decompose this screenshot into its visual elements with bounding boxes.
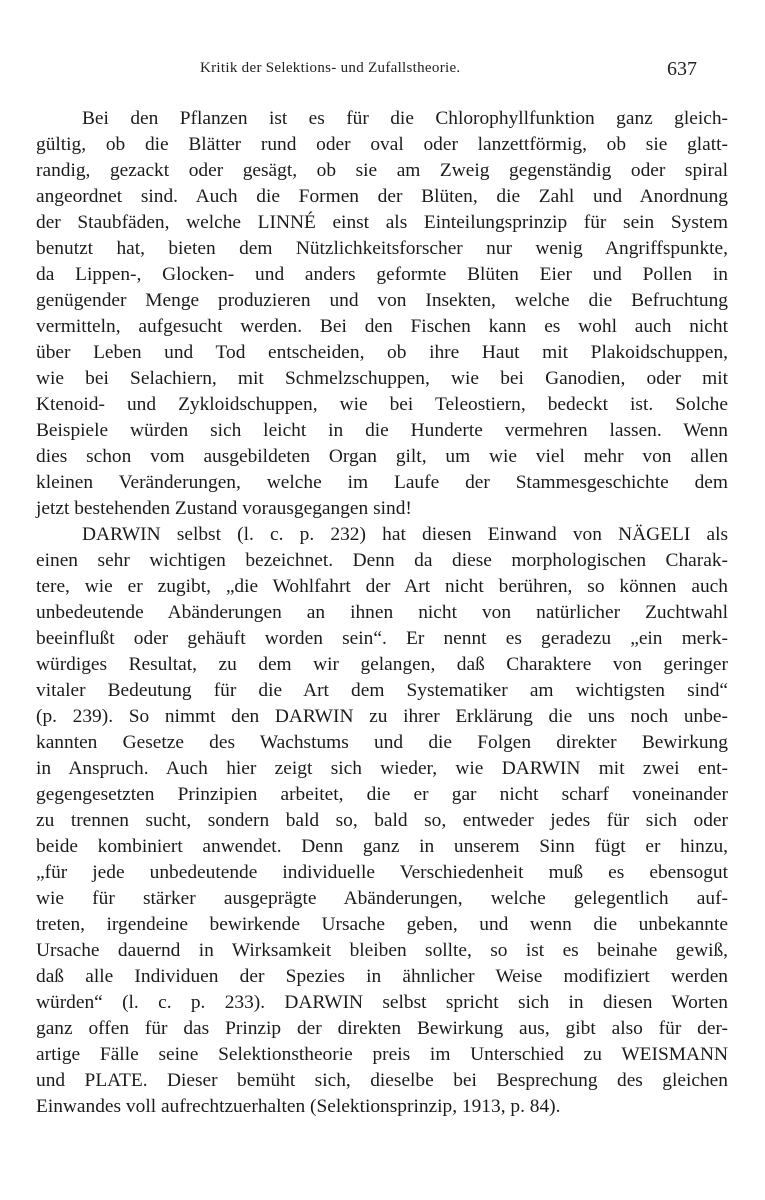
page-number: 637 [667, 58, 697, 80]
text-line: wie für stärker ausgeprägte Abänderungen, welche gelegentlich auf- [36, 888, 728, 909]
text-line: beeinflußt oder gehäuft worden sein“. Er nennt es geradezu „ein merk- [36, 628, 728, 649]
text-line: angeordnet sind. Auch die Formen der Blüten, die Zahl und Anordnung [36, 186, 728, 207]
text-line: vermitteln, aufgesucht werden. Bei den Fischen kann es wohl auch nicht [36, 316, 728, 337]
text-line: (p. 239). So nimmt den DARWIN zu ihrer Erklärung die uns noch unbe- [36, 706, 728, 727]
text-line: in Anspruch. Auch hier zeigt sich wieder, wie DARWIN mit zwei ent- [36, 758, 728, 779]
text-line: würden“ (l. c. p. 233). DARWIN selbst spricht sich in diesen Worten [36, 992, 728, 1013]
text-line: genügender Menge produzieren und von Insekten, welche die Befruchtung [36, 290, 728, 311]
text-line: Ktenoid- und Zykloidschuppen, wie bei Teleostiern, bedeckt ist. Solche [36, 394, 728, 415]
text-line: und PLATE. Dieser bemüht sich, dieselbe bei Besprechung des gleichen [36, 1070, 728, 1091]
text-line: gültig, ob die Blätter rund oder oval oder lanzettförmig, ob sie glatt- [36, 134, 728, 155]
text-line: tere, wie er zugibt, „die Wohlfahrt der Art nicht berühren, so können auch [36, 576, 728, 597]
text-line: unbedeutende Abänderungen an ihnen nicht von natürlicher Zuchtwahl [36, 602, 728, 623]
text-line: ganz offen für das Prinzip der direkten Bewirkung aus, gibt also für der- [36, 1018, 728, 1039]
text-line: kannten Gesetze des Wachstums und die Folgen direkter Bewirkung [36, 732, 728, 753]
text-line: da Lippen-, Glocken- und anders geformte Blüten Eier und Pollen in [36, 264, 728, 285]
text-line: gegengesetzten Prinzipien arbeitet, die er gar nicht scharf voneinander [36, 784, 728, 805]
text-line: Einwandes voll aufrechtzuerhalten (Selektionsprinzip, 1913, p. 84). [36, 1096, 561, 1117]
text-line: artige Fälle seine Selektionstheorie preis im Unterschied zu WEISMANN [36, 1044, 728, 1065]
text-line: randig, gezackt oder gesägt, ob sie am Zweig gegenständig oder spiral [36, 160, 728, 181]
text-line: treten, irgendeine bewirkende Ursache geben, und wenn die unbekannte [36, 914, 728, 935]
text-line: Beispiele würden sich leicht in die Hunderte vermehren lassen. Wenn [36, 420, 728, 441]
text-line: würdiges Resultat, zu dem wir gelangen, daß Charaktere von geringer [36, 654, 728, 675]
text-line: beide kombiniert anwendet. Denn ganz in unserem Sinn fügt er hinzu, [36, 836, 728, 857]
text-line: zu trennen sucht, sondern bald so, bald so, entweder jedes für sich oder [36, 810, 728, 831]
text-line: benutzt hat, bieten dem Nützlichkeitsforscher nur wenig Angriffspunkte, [36, 238, 728, 259]
text-line: „für jede unbedeutende individuelle Verschiedenheit muß es ebensogut [36, 862, 728, 883]
text-line: dies schon vom ausgebildeten Organ gilt, um wie viel mehr von allen [36, 446, 728, 467]
text-line: vitaler Bedeutung für die Art dem Systematiker am wichtigsten sind“ [36, 680, 728, 701]
body-text [36, 106, 728, 1120]
text-line: daß alle Individuen der Spezies in ähnlicher Weise modifiziert werden [36, 966, 728, 987]
text-line: der Staubfäden, welche LINNÉ einst als Einteilungsprinzip für sein System [36, 212, 728, 233]
text-line: jetzt bestehenden Zustand vorausgegangen sind! [36, 498, 412, 519]
text-line: über Leben und Tod entscheiden, ob ihre Haut mit Plakoidschuppen, [36, 342, 728, 363]
text-line: Ursache dauernd in Wirksamkeit bleiben sollte, so ist es beinahe gewiß, [36, 940, 728, 961]
running-head: Kritik der Selektions- und Zufallstheorie. [200, 60, 461, 76]
text-line: Bei den Pflanzen ist es für die Chlorophyllfunktion ganz gleich- [82, 108, 728, 129]
text-line: kleinen Veränderungen, welche im Laufe der Stammesgeschichte dem [36, 472, 728, 493]
text-line: einen sehr wichtigen bezeichnet. Denn da diese morphologischen Charak- [36, 550, 728, 571]
text-line: wie bei Selachiern, mit Schmelzschuppen, wie bei Ganodien, oder mit [36, 368, 728, 389]
text-line: DARWIN selbst (l. c. p. 232) hat diesen Einwand von NÄGELI als [82, 524, 728, 545]
